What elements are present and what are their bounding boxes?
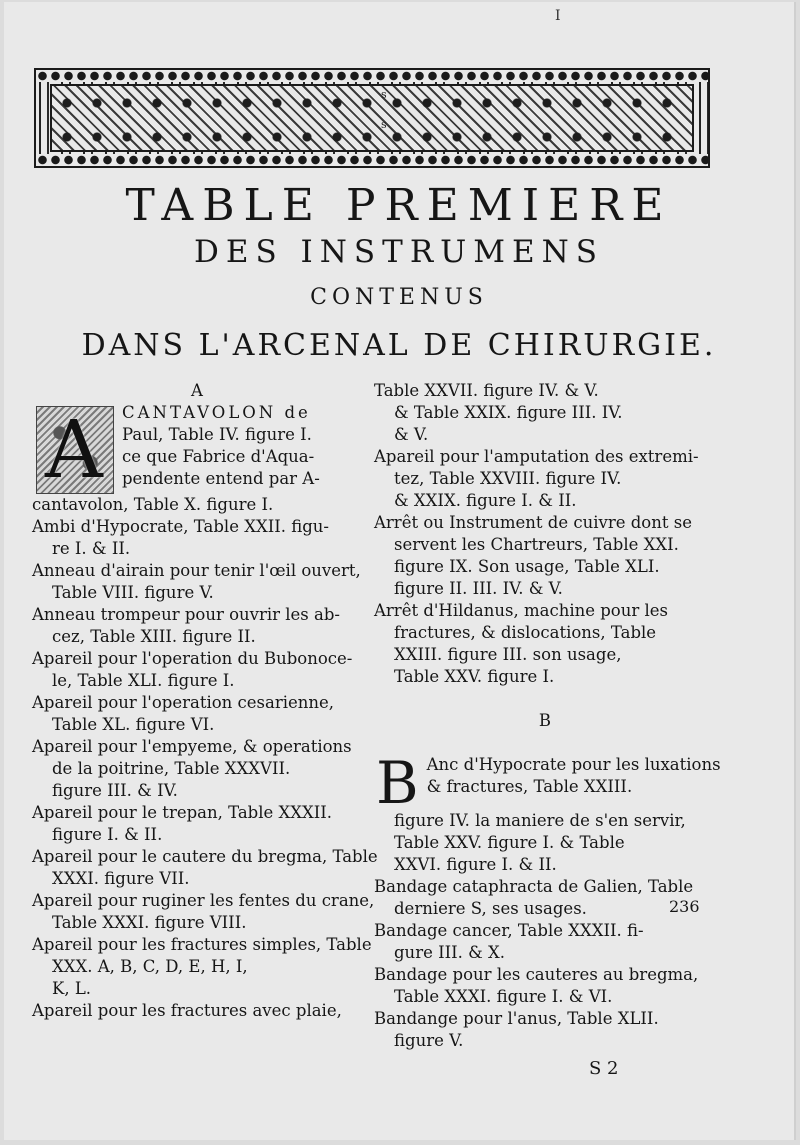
index-entry	[32, 802, 362, 846]
title-line-3: CONTENUS	[310, 285, 488, 310]
ornamental-banner	[34, 68, 710, 168]
entry-line: Apareil pour les fractures simples, Table	[32, 935, 372, 954]
first-entry-a	[32, 402, 362, 516]
entry-line: Bandage cataphracta de Galien, Table	[374, 877, 694, 896]
blank-line	[374, 732, 716, 754]
index-entry	[374, 876, 716, 920]
index-entry	[374, 1008, 716, 1052]
entry-line: pendente entend par A-	[122, 469, 320, 488]
signature-mark: S 2	[589, 1058, 619, 1079]
entry-line: fractures, & dislocations, Table	[394, 623, 657, 642]
entry-line: Table XXXI. figure VIII.	[52, 913, 247, 932]
index-entry	[32, 560, 362, 604]
entry-line: ce que Fabrice d'Aqua-	[122, 447, 315, 466]
entry-line: Apareil pour l'operation cesarienne,	[32, 693, 335, 712]
entry-line: Apareil pour l'amputation des extremi-	[374, 447, 699, 466]
entry-line: Anneau trompeur pour ouvrir les ab-	[32, 605, 340, 624]
index-entry	[374, 600, 716, 688]
entry-line: Table XXVII. figure IV. & V.	[374, 381, 599, 400]
entry-line: Anc d'Hypocrate pour les luxations	[426, 755, 721, 774]
entry-line: Arrêt ou Instrument de cuivre dont se	[374, 513, 692, 532]
index-entry	[374, 920, 716, 964]
dropcap-b-letter: B	[376, 749, 419, 817]
page-number: 236	[669, 897, 700, 916]
entry-line: figure IV. la maniere de s'en servir,	[394, 811, 686, 830]
right-column	[374, 380, 721, 1052]
page-mark: I	[555, 8, 561, 24]
first-entry-b	[374, 749, 721, 876]
index-entry	[32, 1000, 362, 1022]
title-line-2: DES INSTRUMENS	[193, 234, 605, 270]
entry-line: & Table XXIX. figure III. IV.	[394, 403, 623, 422]
index-entry	[32, 736, 362, 802]
dropcap-a-ornament	[36, 403, 114, 496]
entry-line: Table VIII. figure V.	[52, 583, 214, 602]
entry-line: XXVI. figure I. & II.	[394, 855, 557, 874]
entry-line: CANTAVOLON de	[122, 403, 311, 422]
entry-line: K, L.	[52, 979, 92, 998]
entry-line: Anneau d'airain pour tenir l'œil ouvert,	[32, 561, 361, 580]
banner-border-bottom	[36, 154, 708, 166]
entry-line: Apareil pour les fractures avec plaie,	[32, 1001, 342, 1020]
book-page	[4, 2, 796, 1140]
banner-pattern	[50, 84, 694, 152]
entry-line: & fractures, Table XXIII.	[426, 777, 633, 796]
entry-line: Apareil pour l'operation du Bubonoce-	[32, 649, 353, 668]
index-entry	[32, 890, 375, 934]
entry-line: Table XXV. figure I.	[394, 667, 555, 686]
entry-line: Table XL. figure VI.	[52, 715, 215, 734]
entry-line: figure II. III. IV. & V.	[394, 579, 563, 598]
entry-line: XXX. A, B, C, D, E, H, I,	[52, 957, 248, 976]
index-entry	[374, 446, 716, 512]
entry-line: Bandage pour les cauteres au bregma,	[374, 965, 699, 984]
entry-line: Bandage cancer, Table XXXII. fi-	[374, 921, 644, 940]
dropcap-a-letter: A	[45, 403, 103, 496]
left-column	[32, 380, 378, 1022]
entry-line: figure V.	[394, 1031, 464, 1050]
entry-line: Arrêt d'Hildanus, machine pour les	[374, 601, 669, 620]
entry-line: XXIII. figure III. son usage,	[394, 645, 622, 664]
index-entry	[32, 516, 362, 560]
entry-line: derniere S, ses usages.	[394, 899, 587, 918]
banner-border-top	[36, 70, 708, 82]
entry-line: & XXIX. figure I. & II.	[394, 491, 577, 510]
entry-line: & V.	[394, 425, 429, 444]
right-entries-a	[374, 380, 716, 688]
index-entry	[32, 648, 362, 692]
entry-line: figure IX. Son usage, Table XLI.	[394, 557, 660, 576]
section-letter-a: A	[191, 381, 203, 400]
section-letter-b: B	[538, 711, 552, 730]
index-entry	[32, 934, 372, 1000]
blank-line	[374, 688, 716, 710]
index-entry	[32, 604, 362, 648]
entry-line: de la poitrine, Table XXXVII.	[52, 759, 291, 778]
left-entries	[32, 516, 378, 1022]
index-entry	[374, 380, 716, 446]
entry-line: gure III. & X.	[394, 943, 506, 962]
right-entries-b	[374, 876, 716, 1052]
index-entry	[32, 846, 378, 890]
entry-line: Table XXXI. figure I. & VI.	[394, 987, 613, 1006]
entry-line: le, Table XLI. figure I.	[52, 671, 235, 690]
index-entry	[374, 964, 716, 1008]
entry-line: Table XXV. figure I. & Table	[394, 833, 625, 852]
entry-line: figure I. & II.	[52, 825, 163, 844]
title-line-4: DANS L'ARCENAL DE CHIRURGIE.	[81, 328, 717, 363]
entry-line: Apareil pour le trepan, Table XXXII.	[32, 803, 333, 822]
entry-line: Bandange pour l'anus, Table XLII.	[374, 1009, 659, 1028]
entry-line: cez, Table XIII. figure II.	[52, 627, 256, 646]
index-entry	[32, 692, 362, 736]
entry-line: Apareil pour le cautere du bregma, Table	[32, 847, 378, 866]
banner-mark-bottom: s	[381, 118, 387, 131]
entry-line: Ambi d'Hypocrate, Table XXII. figu-	[32, 517, 329, 536]
banner-mark-top: s	[381, 88, 387, 101]
entry-line: figure III. & IV.	[52, 781, 178, 800]
entry-line: cantavolon, Table X. figure I.	[32, 495, 274, 514]
entry-line: XXXI. figure VII.	[52, 869, 190, 888]
entry-line: Paul, Table IV. figure I.	[122, 425, 312, 444]
title-line-1: TABLE PREMIERE	[125, 180, 673, 231]
entry-line: tez, Table XXVIII. figure IV.	[394, 469, 622, 488]
entry-line: servent les Chartreurs, Table XXI.	[394, 535, 679, 554]
index-entry	[374, 512, 716, 600]
entry-line: Apareil pour l'empyeme, & operations	[32, 737, 352, 756]
entry-line: Apareil pour ruginer les fentes du crane,	[32, 891, 375, 910]
entry-line: re I. & II.	[52, 539, 131, 558]
